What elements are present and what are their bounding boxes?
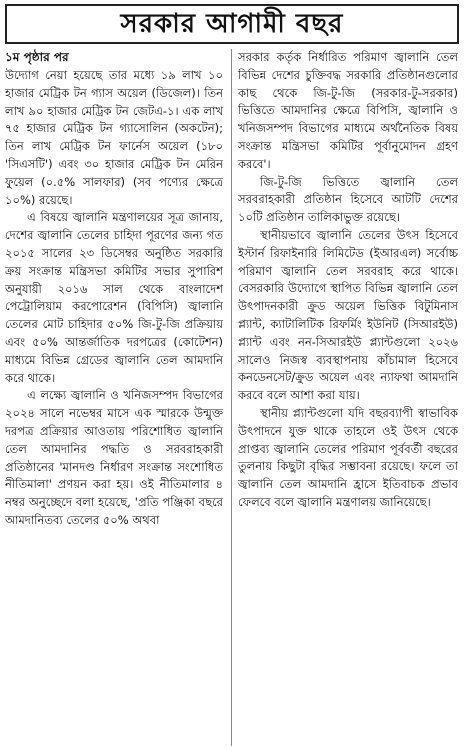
paragraph: জি-টু-জি ভিত্তিতে জ্বালানি তেল সরবরাহকারী প্রতিষ্ঠান হিসেবে আটটি দেশের ১০টি প্রতিষ্ঠান তালিকাভুক্ত রয়েছে। <box>238 174 458 225</box>
paragraph: এ বিষয়ে জ্বালানি মন্ত্রণালয়ের সূত্র জানায়, দেশের জ্বালানি তেলের চাহিদা পূরণের জন্য গত ২০১৫ সালের ২৩ ডিসেম্বর অনুষ্ঠিত সরকারি ক্রয় সংক্রান্ত মন্ত্রিসভা কমিটির সভার সুপারিশ অনুযায়ী ২০১৬ সাল থেকে বাংলাদেশ পেট্রোলিয়াম করপোরেশন (বিপিসি) জ্বালানি তেলের মোট চাহিদার ৫০% জি-টু-জি প্রক্রিয়ায় এবং ৫০% আন্তর্জাতিক দরপত্রের (কোটেশন) মাধ্যমে বিভিন্ন গ্রেডের জ্বালানি তেল আমদানি করে থাকে। <box>5 210 223 385</box>
paragraph: এ লক্ষ্যে জ্বালানি ও খনিজসম্পদ বিভাগের ২০২৪ সালে নভেম্বর মাসে এক স্মারকে উন্মুক্ত দরপত্র প্রক্রিয়ার আওতায় পরিশোধিত জ্বালানি তেল আমদানির পদ্ধতি ও সরবরাহকারী প্রতিষ্ঠানের 'মানদণ্ড নির্ধারণ সংক্রান্ত সংশোধিত নীতিমালা' প্রণয়ন করা হয়। ওই নীতিমালার ৪ নম্বর অনুচ্ছেদে বলা হয়েছে, 'প্রতি পঞ্জিকা বছরে আমদানিতব্য তেলের ৫০% অথবা <box>5 388 223 527</box>
left-column <box>5 49 228 746</box>
paragraph: স্থানীয় প্ল্যান্টগুলো যদি বছরব্যাপী স্বাভাবিক উৎপাদনে যুক্ত থাকে তাহলে ওই উৎস থেকে প্রাপ্তব্য জ্বালানি তেলের পরিমাণ পূর্ববর্তী বছরের তুলনায় কিছুটা বৃদ্ধির সম্ভাবনা রয়েছে। ফলে তা জ্বালানি তেল আমদানি হ্রাসে ইতিবাচক প্রভাব ফেলবে বলে জ্বালানি মন্ত্রণালয় জানিয়েছে। <box>238 405 458 509</box>
headline: সরকার আগামী বছর <box>120 9 344 39</box>
right-column <box>235 49 458 746</box>
column-divider <box>231 49 232 746</box>
headline-frame <box>5 4 459 44</box>
paragraph: সরকার কর্তৃক নির্ধারিত পরিমাণ জ্বালানি তেল বিভিন্ন দেশের চুক্তিবদ্ধ সরকারি প্রতিষ্ঠানগুলোর কাছ থেকে জি-টু-জি (সরকার-টু-সরকার) ভিত্তিতে আমদানির ক্ষেত্রে বিপিসি, জ্বালানি ও খনিজসম্পদ বিভাগের মাধ্যমে অর্থনৈতিক বিষয় সংক্রান্ত মন্ত্রিসভা কমিটির পূর্বানুমোদন গ্রহণ করবে'। <box>238 50 458 171</box>
continued-from-label: ১ম পৃষ্ঠার পর <box>5 50 69 64</box>
article-body <box>5 49 459 746</box>
paragraph: স্থানীয়ভাবে জ্বালানি তেলের উৎস হিসেবে ইস্টার্ন রিফাইনারি লিমিটেড (ইআরএল) সর্বোচ্চ পরিমাণ জ্বালানি তেল সরবরাহ করে থাকে। বেসরকারি উদ্যোগে স্থাপিত বিভিন্ন জ্বালানি তেল উৎপাদনকারী ক্রুড অয়েল ভিত্তিক বিটুমিনাস প্ল্যান্ট, ক্যাটালিটিক রিফর্মিং ইউনিট (সিআরইউ) প্ল্যান্ট এবং নন-সিআরইউ প্ল্যান্টগুলো ২০২৬ সালেও নিজস্ব ব্যবস্থাপনায় কাঁচামাল হিসেবে কনডেনসেট/ক্রুড অয়েল এবং ন্যাফথা আমদানি করবে বলে আশা করা যায়। <box>238 227 458 403</box>
paragraph: উদ্যোগ নেয়া হয়েছে তার মধ্যে ১৯ লাখ ১০ হাজার মেট্রিক টন গ্যাস অয়েল (ডিজেল)। তিন লাখ ৯০ হাজার মেট্রিক টন জেটএ-১। এক লাখ ৭৫ হাজার মেট্রিক টন গ্যাসোলিন (অকটেন); তিন লাখ মেট্রিক টন ফার্নেস অয়েল (১৮০ 'সিএসটি') এবং ৩০ হাজার মেট্রিক টন মেরিন ফুয়েল (০.৫% সালফার) (সব পণ্যের ক্ষেত্রে ১০%) রয়েছে। <box>5 68 223 207</box>
